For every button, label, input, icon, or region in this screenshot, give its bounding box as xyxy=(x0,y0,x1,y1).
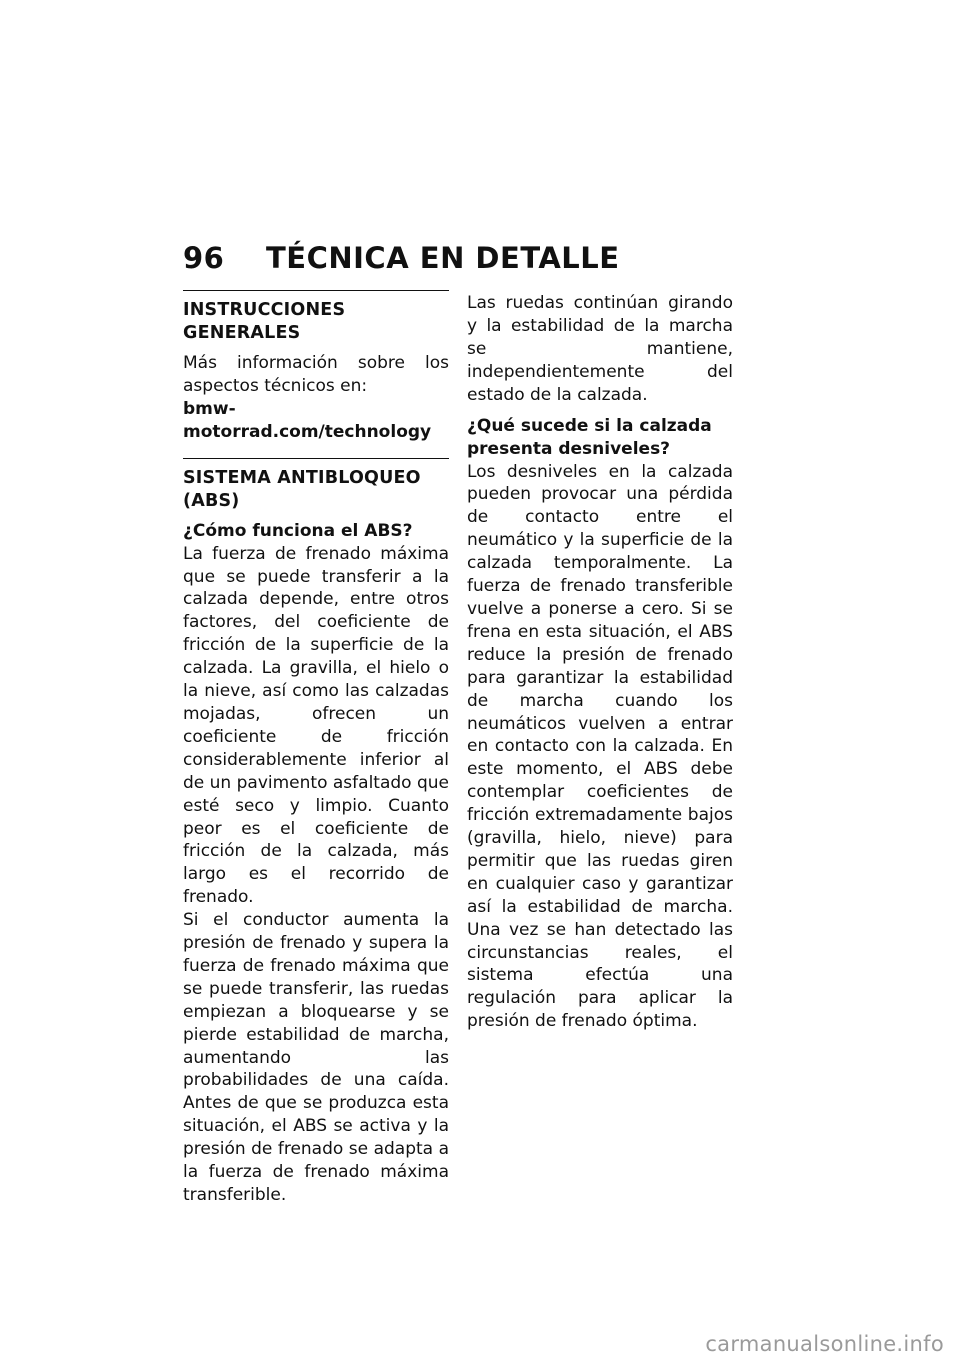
paragraph-wheels-turning: Las ruedas continúan girando y la estabilidad de la marcha se mantiene, independientemente del estado de la calzada. xyxy=(467,293,733,405)
chapter-title: TÉCNICA EN DETALLE xyxy=(266,241,620,275)
general-info-text: Más información sobre los aspectos técnicos en: xyxy=(183,353,449,396)
page-header xyxy=(183,241,620,275)
paragraph-uneven-road: Los desniveles en la calzada pueden provocar una pérdida de contacto entre el neumático y la superficie de la calzada temporalmente. La fuerza de frenado transferible vuelve a ponerse a cero. Si se frena en esta situación, el ABS reduce la presión de frenado para garantizar la estabilidad de marcha cuando los neumáticos vuelven a entrar en contacto con la calzada. En este momento, el ABS debe contemplar coeficientes de fricción extremadamente bajos (gravilla, hielo, nieve) para permitir que las ruedas giren en cualquier caso y garantizar así la estabilidad de marcha. Una vez se han detectado las circunstancias reales, el sistema efectúa una regulación para aplicar la presión de frenado óptima. xyxy=(467,461,733,1032)
page-number: 96 xyxy=(183,241,225,275)
right-column xyxy=(467,292,733,1033)
paragraph-braking: Si el conductor aumenta la presión de frenado y supera la fuerza de frenado máxima que se puede transferir, las ruedas empiezan a bloquearse y se pierde estabilidad de marcha, aumentando las probabilidades de una caída. Antes de que se produzca esta situación, el ABS se activa y la presión de frenado se adapta a la fuerza de frenado máxima transferible. xyxy=(183,910,449,1205)
question-how-abs-works: ¿Cómo funciona el ABS? xyxy=(183,520,413,541)
technology-link[interactable]: bmw-motorrad.com/technology xyxy=(183,398,432,442)
section-title-abs: SISTEMA ANTIBLOQUEO (ABS) xyxy=(183,467,421,511)
section-title-general: INSTRUCCIONES GENERALES xyxy=(183,300,346,343)
watermark: carmanualsonline.info xyxy=(705,1332,944,1356)
left-column xyxy=(183,290,449,1207)
paragraph-friction: La fuerza de frenado máxima que se puede transferir a la calzada depende, entre otros factores, del coeficiente de fricción de la superficie de la calzada. La gravilla, el hielo o la nieve, así como las calzadas mojadas, ofrecen un coeficiente de fricción considerablemente inferior al de un pavimento asfaltado que esté seco y limpio. Cuanto peor es el coeficiente de fricción de la calzada, más largo es el recorrido de frenado. xyxy=(183,543,449,908)
question-uneven-road: ¿Qué sucede si la calzada presenta desniveles? xyxy=(467,415,712,459)
section-divider xyxy=(183,458,449,459)
section-divider xyxy=(183,290,449,291)
